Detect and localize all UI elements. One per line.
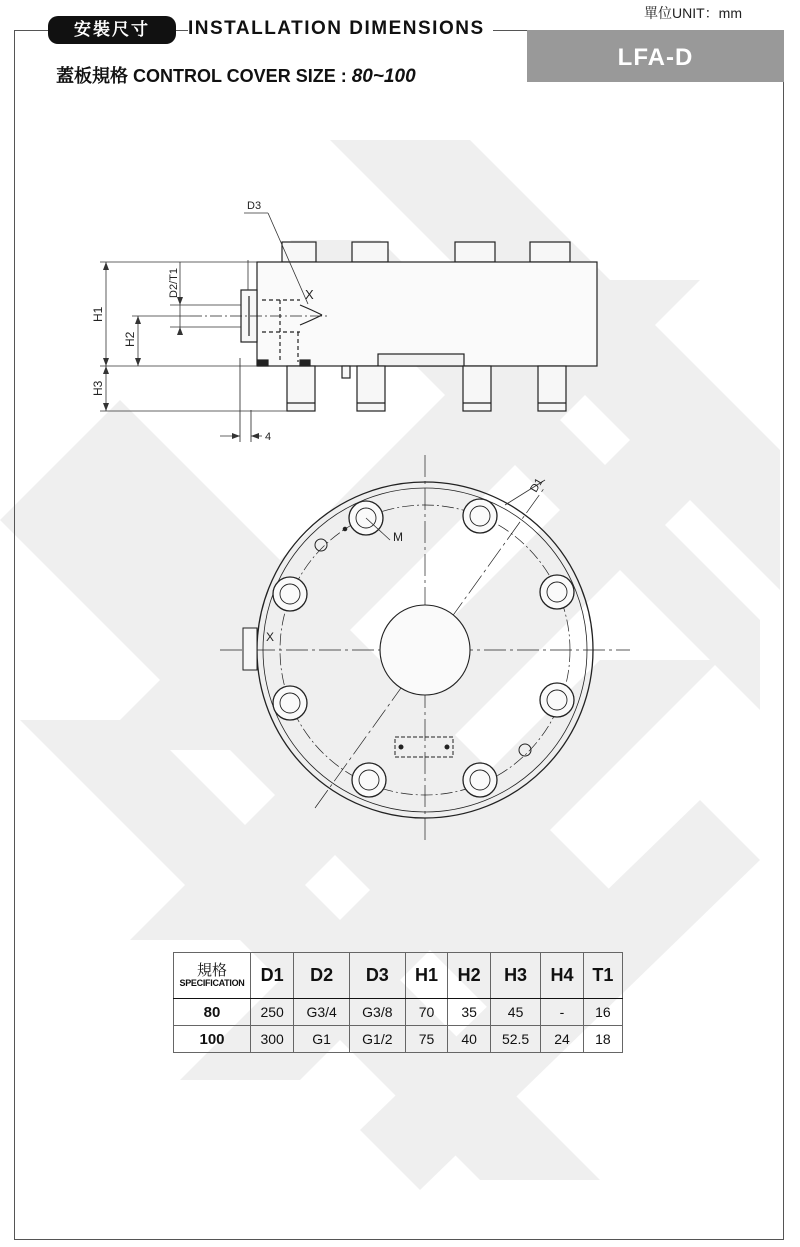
side-view-arrows [103,262,259,439]
label-h3: H3 [91,380,105,396]
table-cell: G3/8 [349,999,405,1026]
col-header: D2 [294,953,350,999]
bolt-3 [273,577,307,611]
label-m: M [393,530,403,544]
table-cell: G1 [294,1026,350,1053]
label-d3: D3 [247,200,262,212]
label-four: 4 [265,431,272,443]
col-header: H3 [490,953,540,999]
bolt-8 [463,763,497,797]
label-x-side: X [305,287,314,302]
table-cell: 300 [251,1026,294,1053]
col-header: T1 [583,953,622,999]
spec-table [173,952,623,1053]
table-cell: 75 [405,1026,448,1053]
bolt-6 [540,683,574,717]
label-x-top: X [266,630,275,644]
model-tab: LFA-D [527,30,784,82]
col-header: D3 [349,953,405,999]
label-h1: H1 [91,306,105,322]
bolt-7 [352,763,386,797]
label-d2t1: D2/T1 [168,268,180,298]
table-row [174,1026,623,1053]
section-badge-cn: 安裝尺寸 [48,16,176,44]
label-h2: H2 [123,331,137,347]
col-header: H4 [541,953,584,999]
spec-header [174,953,251,999]
spec-header-en: SPECIFICATION [179,978,245,988]
col-header: H1 [405,953,448,999]
table-cell: G3/4 [294,999,350,1026]
col-header: D1 [251,953,294,999]
table-cell: 45 [490,999,540,1026]
table-cell: 250 [251,999,294,1026]
col-header: H2 [448,953,491,999]
subtitle-cn: 蓋板規格 [56,66,128,87]
subtitle-en: CONTROL COVER SIZE : [133,66,352,86]
spec-header-cn: 規格 [196,961,227,979]
side-view [190,242,597,442]
unit-label: 單位UNIT：mm [644,5,742,21]
table-cell: G1/2 [349,1026,405,1053]
table-cell: 24 [541,1026,584,1053]
row-label: 100 [174,1026,251,1053]
bolt-5 [273,686,307,720]
table-header-row [174,953,623,999]
table-cell: 52.5 [490,1026,540,1053]
row-label: 80 [174,999,251,1026]
subtitle-range: 80~100 [351,66,416,87]
section-title: INSTALLATION DIMENSIONS [188,18,493,40]
bolt-2 [463,499,497,533]
top-view [220,455,630,840]
table-cell: 70 [405,999,448,1026]
table-cell: 16 [583,999,622,1026]
bolt-4 [540,575,574,609]
table-cell: 40 [448,1026,491,1053]
table-cell: - [541,999,584,1026]
table-cell: 18 [583,1026,622,1053]
label-d1: D1 [528,476,546,495]
table-row [174,999,623,1026]
table-cell: 35 [448,999,491,1026]
